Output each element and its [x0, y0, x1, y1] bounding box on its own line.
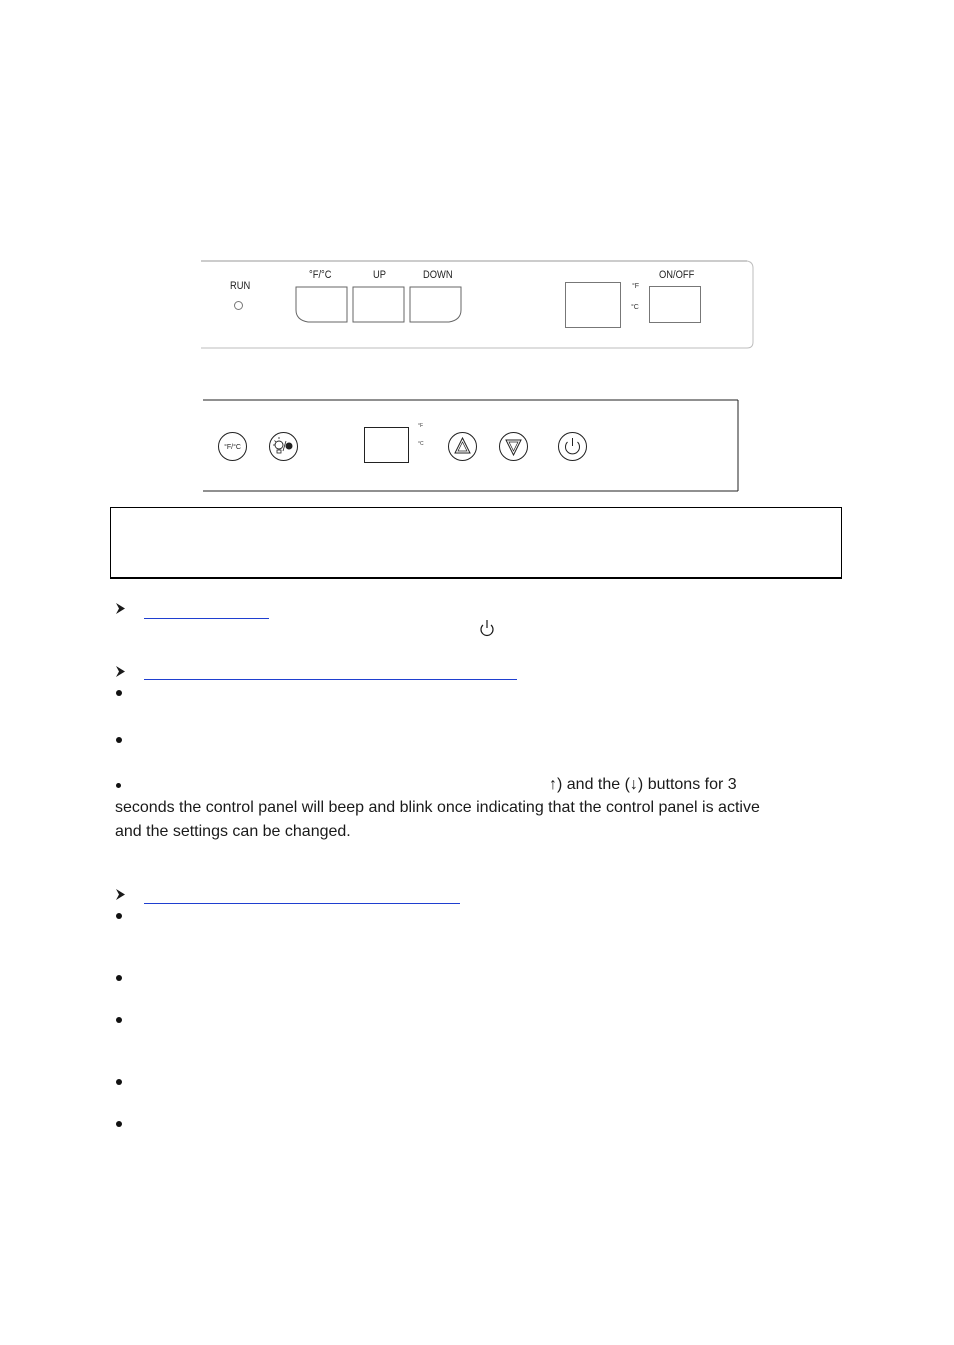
- svg-text:°F/°C: °F/°C: [224, 444, 241, 451]
- light-icon: [268, 431, 299, 462]
- activate-text-line-1-end: ↑) and the (↓) buttons for 3: [549, 776, 737, 793]
- panel1-f-unit: °F: [632, 283, 640, 290]
- bullet-dot: [116, 913, 122, 919]
- section-heading-link-3[interactable]: [144, 903, 460, 904]
- arrow-bullet-icon: [116, 603, 125, 614]
- fc-button: [296, 287, 347, 322]
- bullet-dot: [116, 1121, 122, 1127]
- run-indicator-led: [233, 300, 244, 311]
- activate-text-line-2: seconds the control panel will beep and blink once indicating that the control panel is active: [115, 799, 760, 816]
- down-label: DOWN: [423, 269, 453, 281]
- arrow-bullet-icon: [116, 666, 125, 677]
- fc-toggle-icon: [217, 431, 248, 462]
- activate-text-line-3: and the settings can be changed.: [115, 823, 351, 840]
- panel1-display: [565, 282, 621, 328]
- panel2-display: [364, 427, 409, 463]
- power-icon: [479, 618, 495, 637]
- fc-label: °F/°C: [309, 269, 332, 281]
- note-box: [110, 507, 842, 579]
- panel2-c-unit: °C: [418, 441, 424, 447]
- onoff-button: [649, 286, 701, 323]
- bullet-dot: [116, 690, 122, 696]
- bullet-dot: [116, 1017, 122, 1023]
- up-button: [353, 287, 404, 322]
- run-label: RUN: [230, 280, 251, 292]
- up-label: UP: [373, 269, 386, 281]
- down-triangle-icon: [498, 431, 529, 462]
- bullet-dot: [116, 975, 122, 981]
- onoff-label: ON/OFF: [659, 269, 695, 281]
- power-button-icon: [557, 431, 588, 462]
- panel1-buttons-drawing: [294, 286, 464, 326]
- section-heading-link-1[interactable]: [144, 618, 269, 619]
- bullet-dot: [116, 737, 122, 743]
- control-panel-diagram-1: [199, 260, 754, 349]
- arrow-bullet-icon: [116, 889, 125, 900]
- up-triangle-icon: [447, 431, 478, 462]
- section-heading-link-2[interactable]: [144, 679, 517, 680]
- control-panel-diagram-2: [202, 399, 739, 492]
- panel1-c-unit: °C: [631, 304, 639, 311]
- panel2-f-unit: °F: [418, 423, 424, 429]
- bullet-dot: [116, 1079, 122, 1085]
- down-button: [410, 287, 461, 322]
- bullet-dot: [116, 783, 121, 788]
